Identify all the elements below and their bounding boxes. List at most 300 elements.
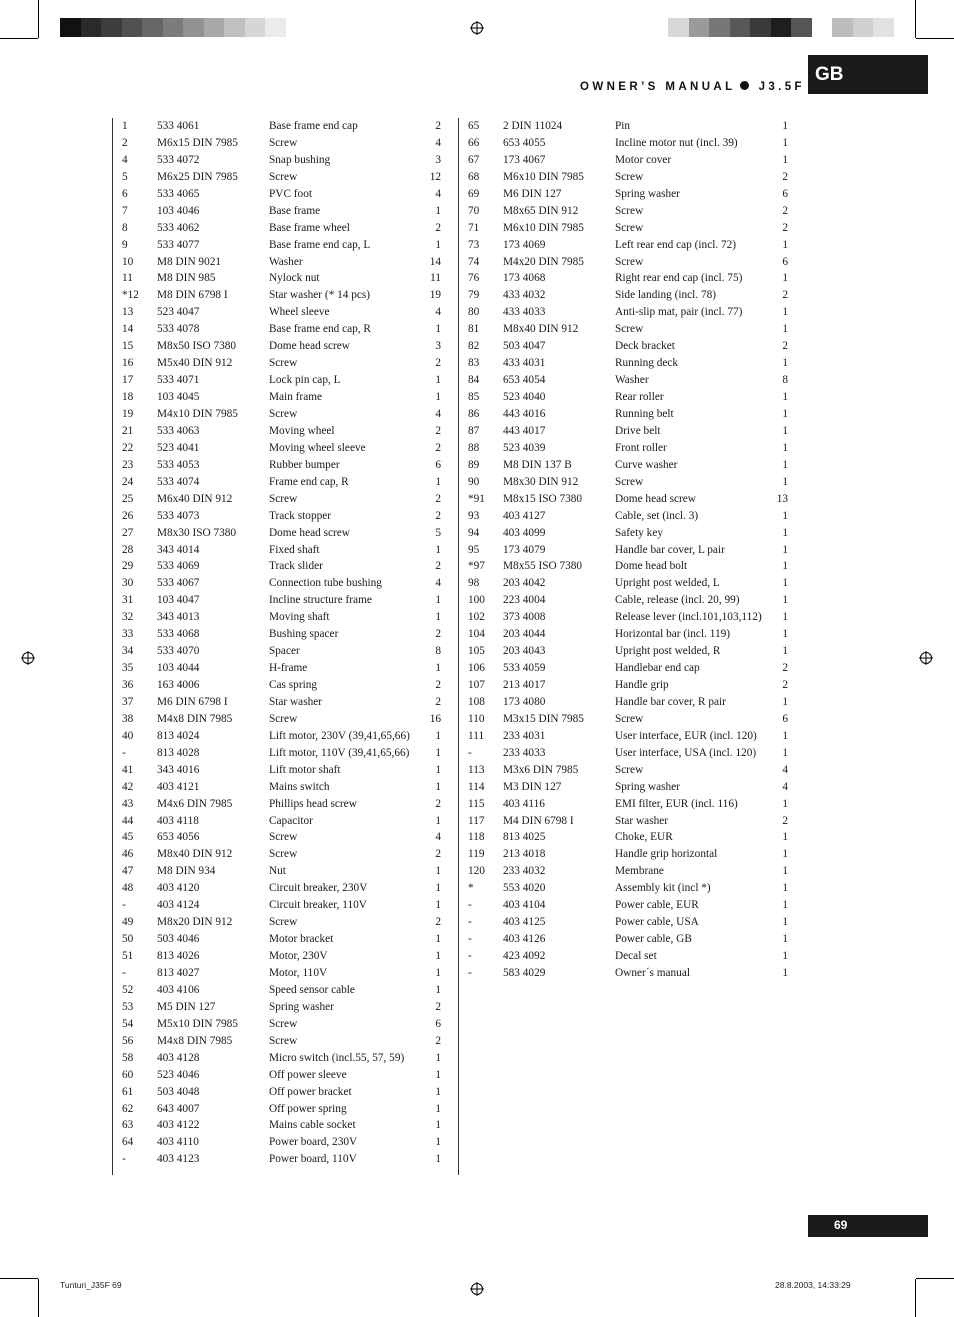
part-ref: 69: [468, 187, 480, 200]
part-number: M6x10 DIN 7985: [503, 170, 584, 183]
part-number: 523 4039: [503, 441, 546, 454]
part-description: Spring washer: [615, 780, 680, 793]
part-description: Star washer (* 14 pcs): [269, 289, 371, 302]
color-patch: [771, 18, 792, 37]
part-ref: 98: [468, 577, 480, 590]
part-qty: 6: [782, 255, 788, 268]
part-qty: 1: [435, 1085, 441, 1098]
part-number: 173 4079: [503, 543, 546, 556]
part-ref: 37: [122, 695, 134, 708]
part-description: Screw: [269, 831, 298, 844]
part-description: Left rear end cap (incl. 72): [615, 238, 737, 251]
part-qty: 4: [782, 763, 788, 776]
part-ref: -: [468, 916, 472, 929]
part-ref: 87: [468, 424, 480, 437]
part-number: 233 4032: [503, 865, 546, 878]
part-ref: 27: [122, 526, 134, 539]
part-number: 403 4118: [157, 814, 199, 827]
part-number: 2 DIN 11024: [503, 120, 563, 132]
part-qty: 16: [429, 712, 441, 725]
part-qty: 2: [782, 170, 788, 183]
part-qty: 1: [782, 577, 788, 590]
part-description: Screw: [615, 204, 644, 217]
part-ref: 118: [468, 831, 485, 844]
part-number: 533 4071: [157, 374, 200, 387]
part-ref: 63: [122, 1119, 134, 1132]
parts-row: [0, 592, 954, 609]
part-description: Nut: [269, 865, 286, 878]
parts-row: [0, 575, 954, 592]
part-ref: 18: [122, 391, 134, 404]
part-description: Motor cover: [615, 153, 672, 166]
part-qty: 1: [435, 933, 441, 946]
part-ref: 26: [122, 509, 134, 522]
part-description: Dome head screw: [615, 492, 696, 505]
part-number: 433 4032: [503, 289, 546, 302]
part-description: Decal set: [615, 950, 657, 963]
part-qty: 1: [435, 950, 441, 963]
part-number: M8x30 DIN 912: [503, 475, 579, 488]
part-description: Mains switch: [269, 780, 330, 793]
part-description: Star washer: [269, 695, 323, 708]
color-strip-left: [60, 18, 286, 37]
part-description: Screw: [615, 475, 644, 488]
parts-row: [0, 897, 954, 914]
part-description: Upright post welded, R: [615, 645, 721, 658]
part-number: 533 4061: [157, 120, 200, 132]
part-ref: 2: [122, 136, 128, 149]
part-ref: 43: [122, 797, 134, 810]
part-description: Handle bar cover, R pair: [615, 695, 726, 708]
part-number: 403 4116: [503, 797, 545, 810]
part-qty: 1: [782, 645, 788, 658]
part-qty: 1: [435, 865, 441, 878]
part-qty: 1: [782, 882, 788, 895]
part-number: 403 4127: [503, 509, 546, 522]
part-number: 103 4046: [157, 204, 200, 217]
part-ref: 7: [122, 204, 128, 217]
footer-file: Tunturi_J35F 69: [60, 1280, 122, 1290]
part-qty: 1: [782, 424, 788, 437]
part-description: Spring washer: [269, 1000, 334, 1013]
parts-row: [0, 677, 954, 694]
part-qty: 1: [782, 967, 788, 979]
part-qty: 1: [435, 1153, 441, 1166]
part-ref: 58: [122, 1051, 134, 1064]
part-qty: 1: [782, 695, 788, 708]
part-number: M6 DIN 6798 I: [157, 695, 228, 708]
part-number: 343 4013: [157, 611, 200, 624]
part-number: 813 4024: [157, 729, 200, 742]
part-ref: 81: [468, 323, 480, 336]
part-ref: 88: [468, 441, 480, 454]
part-qty: 1: [782, 357, 788, 370]
part-description: Washer: [615, 374, 649, 387]
part-description: Wheel sleeve: [269, 306, 330, 319]
parts-row: [0, 169, 954, 186]
part-ref: 50: [122, 933, 134, 946]
part-ref: -: [468, 899, 472, 912]
part-qty: 1: [435, 729, 441, 742]
part-qty: 1: [435, 1119, 441, 1132]
part-ref: 15: [122, 340, 134, 353]
part-number: M4x10 DIN 7985: [157, 407, 238, 420]
part-description: Horizontal bar (incl. 119): [615, 628, 731, 641]
color-patch: [265, 18, 286, 37]
part-description: Nylock nut: [269, 272, 320, 285]
color-patch: [60, 18, 81, 37]
part-qty: 1: [435, 204, 441, 217]
part-qty: 1: [782, 136, 788, 149]
part-number: M8x15 ISO 7380: [503, 492, 583, 505]
parts-row: [0, 457, 954, 474]
part-description: Lift motor, 230V (39,41,65,66): [269, 729, 410, 742]
parts-row: [0, 558, 954, 575]
part-ref: 110: [468, 712, 485, 725]
part-qty: 6: [782, 187, 788, 200]
part-description: Screw: [615, 255, 644, 268]
part-qty: 1: [435, 780, 441, 793]
part-ref: 21: [122, 424, 134, 437]
part-ref: 85: [468, 391, 480, 404]
part-description: Handle grip: [615, 679, 669, 692]
part-qty: 14: [429, 255, 441, 268]
part-ref: 71: [468, 221, 480, 234]
part-qty: 1: [782, 746, 788, 759]
color-patch: [204, 18, 225, 37]
part-ref: 32: [122, 611, 134, 624]
part-number: 533 4077: [157, 238, 200, 251]
part-number: 203 4042: [503, 577, 546, 590]
part-qty: 1: [782, 407, 788, 420]
part-description: Screw: [615, 221, 644, 234]
part-qty: 2: [782, 814, 788, 827]
part-qty: 1: [782, 916, 788, 929]
parts-row: [0, 694, 954, 711]
part-number: 433 4031: [503, 357, 546, 370]
parts-row: [0, 254, 954, 271]
part-qty: 1: [435, 611, 441, 624]
registration-mark-bottom: [470, 1282, 484, 1296]
part-ref: 46: [122, 848, 134, 861]
part-ref: 120: [468, 865, 485, 878]
part-number: 503 4048: [157, 1085, 200, 1098]
parts-list-right: [0, 118, 954, 1175]
part-qty: 1: [782, 729, 788, 742]
part-description: Drive belt: [615, 424, 661, 437]
part-ref: 79: [468, 289, 480, 302]
part-qty: 2: [435, 509, 441, 522]
part-number: 553 4020: [503, 882, 546, 895]
part-qty: 2: [435, 357, 441, 370]
part-number: 583 4029: [503, 967, 546, 979]
part-number: M5 DIN 127: [157, 1000, 216, 1013]
part-qty: 1: [782, 848, 788, 861]
part-number: 223 4004: [503, 594, 546, 607]
part-qty: 2: [435, 679, 441, 692]
part-number: M8x40 DIN 912: [157, 848, 233, 861]
part-ref: 117: [468, 814, 485, 827]
part-ref: 13: [122, 306, 134, 319]
crop-mark-bottom-left-h: [0, 1278, 38, 1279]
parts-row: [0, 880, 954, 897]
part-ref: 86: [468, 407, 480, 420]
part-number: M4 DIN 6798 I: [503, 814, 574, 827]
part-description: Base frame: [269, 204, 321, 217]
part-ref: 83: [468, 357, 480, 370]
part-qty: 2: [782, 204, 788, 217]
part-number: 523 4046: [157, 1068, 200, 1081]
part-number: 233 4031: [503, 729, 546, 742]
part-number: 533 4068: [157, 628, 200, 641]
parts-row: [0, 660, 954, 677]
part-description: Capacitor: [269, 814, 313, 827]
parts-row: [0, 389, 954, 406]
part-description: Lock pin cap, L: [269, 374, 341, 387]
part-number: M3 DIN 127: [503, 780, 562, 793]
part-qty: 6: [435, 1017, 441, 1030]
part-ref: 44: [122, 814, 134, 827]
part-ref: 67: [468, 153, 480, 166]
color-patch: [101, 18, 122, 37]
part-description: Mains cable socket: [269, 1119, 356, 1132]
part-description: Screw: [269, 916, 298, 929]
part-description: Spring washer: [615, 187, 680, 200]
part-ref: 23: [122, 458, 134, 471]
color-patch: [730, 18, 751, 37]
part-qty: 1: [782, 272, 788, 285]
part-number: 813 4025: [503, 831, 546, 844]
part-ref: 106: [468, 662, 485, 675]
part-qty: 1: [435, 882, 441, 895]
part-description: Front roller: [615, 441, 667, 454]
part-ref: 34: [122, 645, 134, 658]
crop-mark-bottom-left: [38, 1279, 39, 1317]
part-description: Moving wheel sleeve: [269, 441, 366, 454]
part-qty: 4: [435, 831, 441, 844]
parts-row: [0, 474, 954, 491]
part-description: Base frame end cap, R: [269, 323, 371, 336]
part-description: Screw: [269, 1017, 298, 1030]
part-ref: 4: [122, 153, 128, 166]
part-ref: -: [468, 950, 472, 963]
part-number: 503 4047: [503, 340, 546, 353]
part-ref: 38: [122, 712, 134, 725]
part-qty: 19: [429, 289, 441, 302]
part-ref: 33: [122, 628, 134, 641]
parts-row: [0, 372, 954, 389]
parts-row: [0, 491, 954, 508]
part-qty: 1: [435, 1136, 441, 1149]
part-description: Dome head bolt: [615, 560, 688, 573]
part-ref: 30: [122, 577, 134, 590]
part-qty: 1: [782, 509, 788, 522]
part-number: 523 4041: [157, 441, 200, 454]
part-qty: 1: [435, 814, 441, 827]
parts-row: [0, 152, 954, 169]
parts-row: [0, 525, 954, 542]
part-description: Circuit breaker, 110V: [269, 899, 367, 912]
page-number: 69: [834, 1218, 848, 1232]
part-qty: 1: [782, 458, 788, 471]
color-patch: [122, 18, 143, 37]
part-number: 103 4044: [157, 662, 200, 675]
parts-row: [0, 304, 954, 321]
part-description: Screw: [269, 170, 298, 183]
part-number: 533 4074: [157, 475, 200, 488]
part-ref: 9: [122, 238, 128, 251]
part-qty: 2: [435, 628, 441, 641]
part-number: 173 4068: [503, 272, 546, 285]
part-ref: 11: [122, 272, 133, 285]
part-qty: 4: [435, 187, 441, 200]
part-description: Running deck: [615, 357, 679, 370]
part-description: Screw: [615, 323, 644, 336]
parts-row: [0, 948, 954, 965]
part-description: Screw: [269, 848, 298, 861]
part-ref: 90: [468, 475, 480, 488]
color-patch: [791, 18, 812, 37]
part-qty: 1: [782, 120, 788, 132]
part-qty: 1: [435, 475, 441, 488]
part-qty: 1: [435, 374, 441, 387]
part-description: Phillips head screw: [269, 797, 357, 810]
part-number: M8 DIN 6798 I: [157, 289, 228, 302]
part-ref: -: [468, 967, 472, 979]
part-description: Right rear end cap (incl. 75): [615, 272, 743, 285]
part-description: Screw: [269, 357, 298, 370]
part-qty: 1: [782, 865, 788, 878]
part-ref: 48: [122, 882, 134, 895]
part-qty: 4: [782, 780, 788, 793]
part-description: Micro switch (incl.55, 57, 59): [269, 1051, 405, 1064]
part-number: M6x10 DIN 7985: [503, 221, 584, 234]
part-ref: 10: [122, 255, 134, 268]
part-number: 203 4044: [503, 628, 546, 641]
part-ref: 108: [468, 695, 485, 708]
part-description: Motor, 230V: [269, 950, 328, 963]
parts-row: [0, 338, 954, 355]
part-description: Handlebar end cap: [615, 662, 700, 675]
part-number: M8x55 ISO 7380: [503, 560, 583, 573]
part-description: Curve washer: [615, 458, 678, 471]
part-ref: 70: [468, 204, 480, 217]
part-ref: *12: [122, 289, 139, 302]
part-ref: 29: [122, 560, 134, 573]
color-patch: [709, 18, 730, 37]
part-ref: 76: [468, 272, 480, 285]
part-ref: 113: [468, 763, 485, 776]
part-ref: 84: [468, 374, 480, 387]
crop-mark-top-right-h: [916, 38, 954, 39]
part-number: M3x15 DIN 7985: [503, 712, 584, 725]
part-ref: 40: [122, 729, 134, 742]
part-number: M6 DIN 127: [503, 187, 562, 200]
part-qty: 3: [435, 153, 441, 166]
part-ref: 54: [122, 1017, 134, 1030]
part-qty: 2: [435, 1000, 441, 1013]
part-number: M4x20 DIN 7985: [503, 255, 584, 268]
part-qty: 1: [435, 662, 441, 675]
part-ref: 14: [122, 323, 134, 336]
part-ref: -: [122, 746, 126, 759]
part-qty: 12: [429, 170, 441, 183]
part-qty: 1: [435, 763, 441, 776]
part-ref: 74: [468, 255, 480, 268]
part-ref: 62: [122, 1102, 134, 1115]
part-number: M8 DIN 137 B: [503, 458, 572, 471]
part-ref: 94: [468, 526, 480, 539]
part-ref: 28: [122, 543, 134, 556]
part-description: Deck bracket: [615, 340, 675, 353]
part-number: 813 4027: [157, 967, 200, 979]
part-description: Assembly kit (incl *): [615, 882, 711, 895]
part-number: M4x6 DIN 7985: [157, 797, 233, 810]
part-number: 533 4070: [157, 645, 200, 658]
part-qty: 3: [435, 340, 441, 353]
part-qty: 1: [782, 594, 788, 607]
part-number: 653 4056: [157, 831, 200, 844]
part-number: 403 4122: [157, 1119, 200, 1132]
part-number: 443 4016: [503, 407, 546, 420]
part-number: 403 4126: [503, 933, 546, 946]
part-number: 533 4073: [157, 509, 200, 522]
part-qty: 1: [435, 1068, 441, 1081]
part-description: Speed sensor cable: [269, 983, 355, 996]
parts-row: [0, 186, 954, 203]
part-description: Screw: [615, 712, 644, 725]
part-ref: 95: [468, 543, 480, 556]
part-qty: 1: [782, 475, 788, 488]
part-number: M4x8 DIN 7985: [157, 1034, 233, 1047]
part-qty: 2: [435, 560, 441, 573]
part-ref: 19: [122, 407, 134, 420]
part-ref: 42: [122, 780, 134, 793]
part-number: 403 4124: [157, 899, 200, 912]
part-qty: 1: [782, 950, 788, 963]
part-description: Cable, set (incl. 3): [615, 509, 699, 522]
part-description: Screw: [269, 1034, 298, 1047]
part-number: 163 4006: [157, 679, 200, 692]
crop-mark-bottom-right: [915, 1279, 916, 1317]
part-number: M8x50 ISO 7380: [157, 340, 237, 353]
part-qty: 4: [435, 407, 441, 420]
part-qty: 2: [782, 221, 788, 234]
part-number: 103 4045: [157, 391, 200, 404]
parts-row: [0, 270, 954, 287]
part-qty: 1: [782, 797, 788, 810]
part-description: Spacer: [269, 645, 300, 658]
part-number: 173 4069: [503, 238, 546, 251]
part-description: Screw: [269, 712, 298, 725]
part-number: 213 4017: [503, 679, 546, 692]
part-ref: 119: [468, 848, 485, 861]
part-number: 423 4092: [503, 950, 546, 963]
parts-row: [0, 762, 954, 779]
part-description: Screw: [615, 763, 644, 776]
parts-row: [0, 440, 954, 457]
language-tab: [808, 55, 928, 94]
part-ref: 89: [468, 458, 480, 471]
part-ref: 93: [468, 509, 480, 522]
part-description: Motor bracket: [269, 933, 334, 946]
part-ref: 5: [122, 170, 128, 183]
part-qty: 4: [435, 306, 441, 319]
part-number: 443 4017: [503, 424, 546, 437]
part-qty: 1: [782, 560, 788, 573]
part-qty: 1: [435, 1051, 441, 1064]
part-description: Choke, EUR: [615, 831, 673, 844]
